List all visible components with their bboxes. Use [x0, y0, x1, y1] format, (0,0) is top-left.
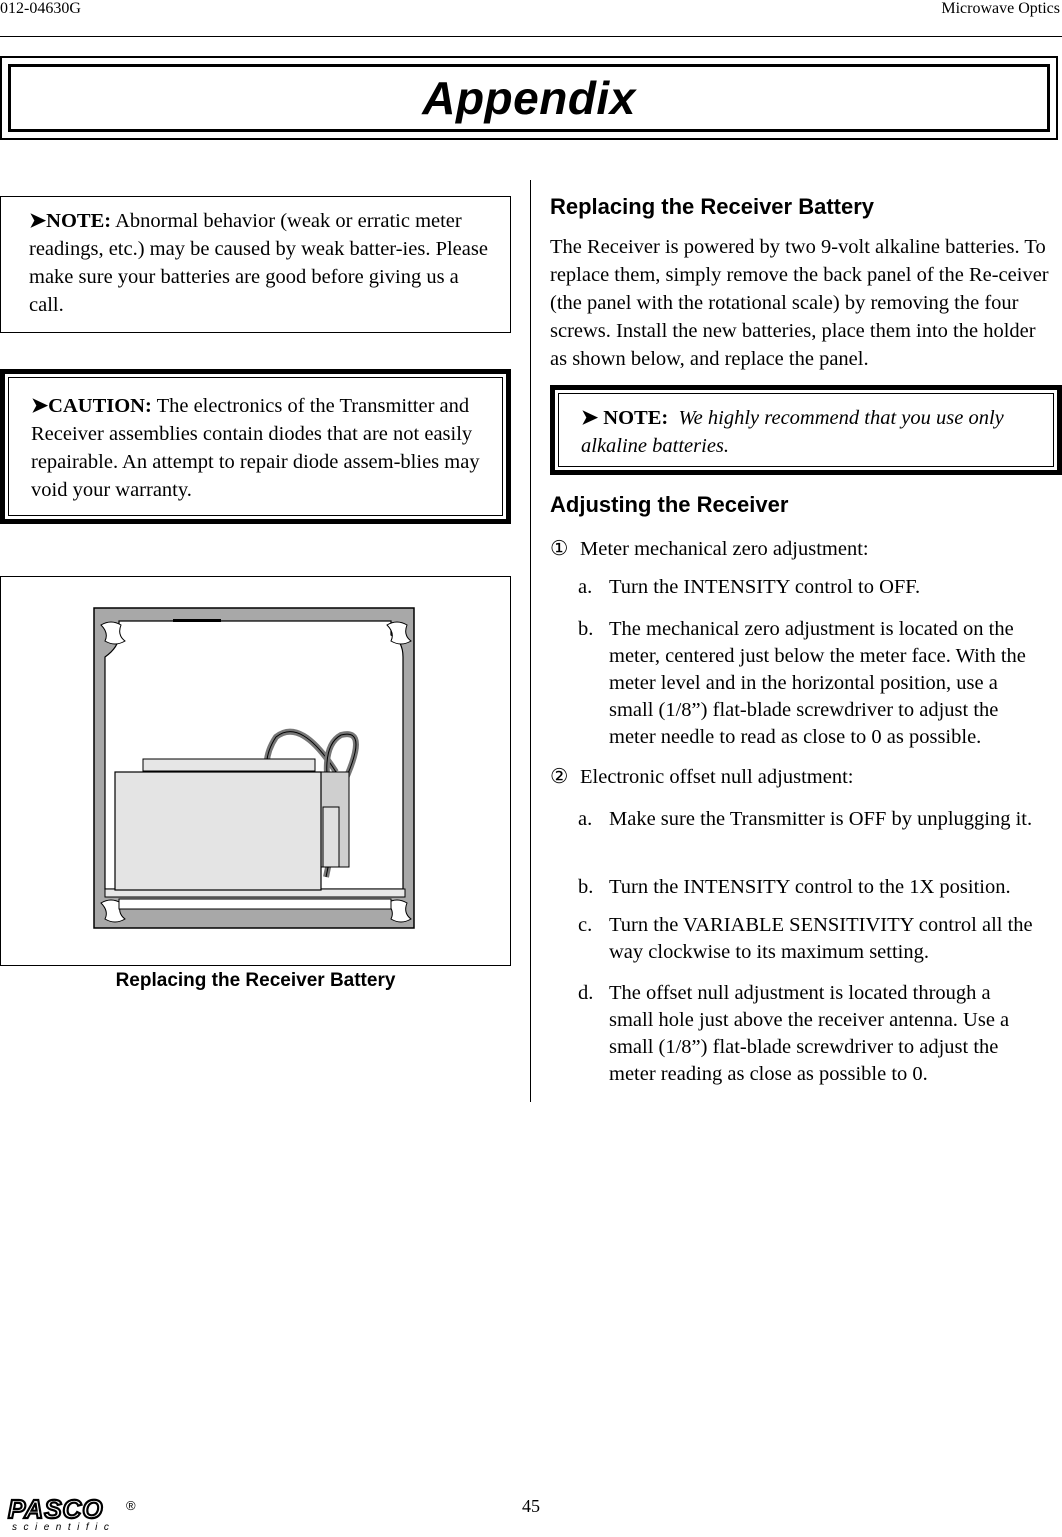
step2-item-a-letter: a. [578, 808, 593, 830]
step1-line [550, 536, 869, 563]
step2-marker: ② [550, 766, 569, 788]
caution-lead: ➤CAUTION: [31, 395, 152, 417]
header-rule [0, 36, 1062, 37]
logo-wordmark: PASCO [8, 1496, 104, 1524]
page-number: 45 [522, 1496, 540, 1516]
registered-mark: ® [126, 1498, 136, 1513]
title-banner [0, 56, 1058, 140]
step2-item-c [578, 912, 1038, 966]
step2-item-c-letter: c. [578, 914, 593, 936]
step1-item-b [578, 616, 1028, 751]
battery-heading: Replacing the Receiver Battery [550, 194, 875, 219]
figure-caption: Replacing the Receiver Battery [115, 970, 396, 991]
note-lead: ➤NOTE: [29, 210, 112, 232]
step2-item-c-text: Turn the VARIABLE SENSITIVITY control all the way clockwise to its maximum setting. [609, 914, 1033, 963]
step2-item-d-text: The offset null adjustment is located through a small hole just above the receiver antenna. Use a small (1/8”) flat-blade screwdriver to adjust the meter reading as close as possible to 0. [609, 982, 1010, 1085]
pasco-logo [4, 1496, 144, 1537]
doc-title: Microwave Optics [941, 0, 1060, 17]
step2-item-a [578, 806, 1060, 833]
caution-box-inner [8, 377, 503, 516]
title-banner-inner [8, 64, 1050, 132]
adjust-heading: Adjusting the Receiver [550, 492, 789, 517]
step1-item-b-text: The mechanical zero adjustment is located on the meter, centered just below the meter face. With the meter level and in the horizontal position, use a small (1/8”) flat-blade screwdriver to adjust the meter needle to read as close to 0 as possible. [609, 618, 1026, 748]
note-text: Abnormal behavior (weak or erratic meter readings, etc.) may be caused by weak batter-ies. Please make sure your batteries are good before giving us a call. [29, 210, 488, 316]
step2-item-b-text: Turn the INTENSITY control to the 1X position. [609, 876, 1011, 898]
step2-item-d-letter: d. [578, 982, 594, 1004]
pasco-logo-mark [4, 1496, 144, 1532]
battery-note-lead: ➤ NOTE: [581, 407, 669, 429]
step1-item-b-letter: b. [578, 618, 594, 640]
page-title: Appendix [422, 72, 636, 124]
step2-item-a-text: Make sure the Transmitter is OFF by unplugging it. [609, 808, 1033, 830]
note-box [0, 196, 511, 333]
step2-line [550, 764, 853, 791]
step1-item-a-text: Turn the INTENSITY control to OFF. [609, 576, 921, 598]
step2-title: Electronic offset null adjustment: [580, 766, 854, 788]
step1-title: Meter mechanical zero adjustment: [580, 538, 869, 560]
caution-text: The electronics of the Transmitter and Receiver assemblies contain diodes that are not easily repairable. An attempt to repair diode assem-blies may void your warranty. [31, 395, 480, 501]
battery-note-text: We highly recommend that you use only alkaline batteries. [581, 407, 1004, 457]
step2-item-b [578, 874, 1060, 901]
battery-figure [0, 576, 511, 966]
doc-number: 012-04630G [0, 0, 81, 17]
step1-item-a [578, 574, 1060, 601]
battery-note-inner [558, 393, 1054, 467]
battery-note-box [550, 385, 1062, 475]
column-divider [530, 180, 531, 1102]
logo-subtitle: scientific [12, 1522, 116, 1532]
step1-item-a-letter: a. [578, 576, 593, 598]
step2-item-b-letter: b. [578, 876, 594, 898]
receiver-battery-illustration [1, 577, 510, 965]
caution-box [0, 369, 511, 524]
step1-marker: ① [550, 538, 569, 560]
battery-paragraph: The Receiver is powered by two 9-volt alkaline batteries. To replace them, simply remove the back panel of the Re-ceiver (the panel with the rotational scale) by removing the four screws. Install the new batteries, place them into the holder as shown below, and replace the panel. [550, 236, 1049, 370]
step2-item-d [578, 980, 1038, 1088]
